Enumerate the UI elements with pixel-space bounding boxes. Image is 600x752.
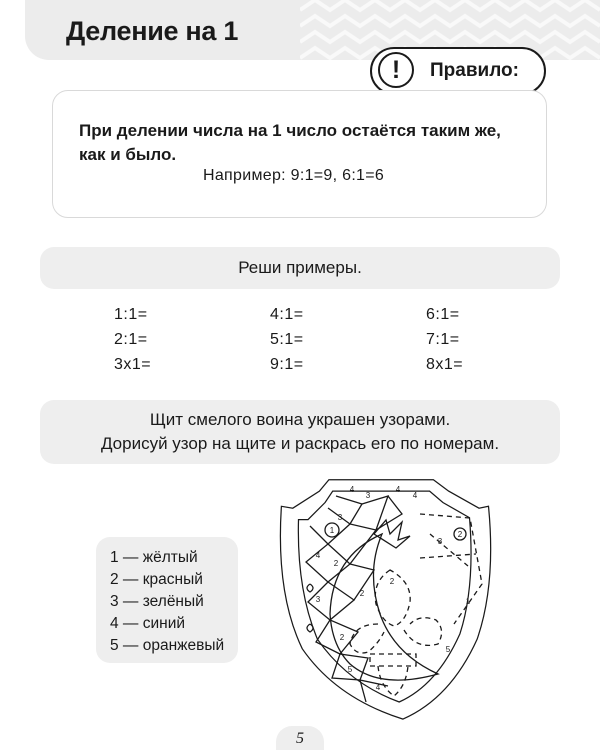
examples-column — [426, 306, 546, 381]
task1-instruction: Реши примеры. — [40, 247, 560, 289]
shield-coloring-picture — [270, 474, 520, 724]
shield-number: 2 — [389, 577, 395, 586]
legend-item: 2 — красный — [110, 571, 203, 588]
page-number: 5 — [276, 726, 324, 750]
shield-number: 4 — [349, 485, 355, 494]
shield-number: 4 — [412, 491, 418, 500]
example-item: 1:1= — [114, 306, 148, 323]
shield-number: 2 — [333, 559, 339, 568]
rule-example: Например: 9:1=9, 6:1=6 — [203, 167, 385, 184]
example-item: 9:1= — [270, 356, 304, 373]
shield-number: 3 — [437, 537, 443, 546]
legend-item: 3 — зелёный — [110, 593, 204, 610]
exclamation-icon: ! — [378, 52, 414, 88]
shield-number: 5 — [445, 645, 451, 654]
shield-number: 2 — [339, 633, 345, 642]
shield-number: 4 — [375, 683, 381, 692]
shield-number: 2 — [457, 530, 463, 539]
rule-label: Правило: — [430, 60, 519, 81]
example-item: 3x1= — [114, 356, 152, 373]
shield-number: 1 — [465, 597, 471, 606]
task2-instruction — [40, 400, 560, 464]
example-item: 8x1= — [426, 356, 464, 373]
shield-number: 2 — [359, 589, 365, 598]
example-item: 4:1= — [270, 306, 304, 323]
examples-grid — [0, 306, 600, 386]
examples-column — [114, 306, 234, 381]
task2-line1: Щит смелого воина украшен узорами. — [149, 410, 451, 429]
task2-line2: Дорисуй узор на щите и раскрась его по номерам. — [100, 434, 500, 453]
shield-number: 3 — [315, 595, 321, 604]
example-item: 7:1= — [426, 331, 460, 348]
shield-number: 1 — [329, 526, 335, 535]
rule-text: При делении числа на 1 число остаётся таким же, как и было. — [79, 121, 501, 164]
shield-number: 5 — [347, 665, 353, 674]
color-legend — [96, 537, 238, 663]
shield-number: 4 — [395, 485, 401, 494]
legend-item: 1 — жёлтый — [110, 549, 198, 566]
example-item: 2:1= — [114, 331, 148, 348]
example-item: 5:1= — [270, 331, 304, 348]
rule-badge — [370, 47, 546, 95]
example-item: 6:1= — [426, 306, 460, 323]
shield-number: 4 — [315, 551, 321, 560]
shield-number: 3 — [365, 491, 371, 500]
rule-box — [52, 90, 547, 218]
legend-item: 5 — оранжевый — [110, 637, 225, 654]
shield-number: 3 — [337, 513, 343, 522]
legend-item: 4 — синий — [110, 615, 186, 632]
examples-column — [270, 306, 390, 381]
page-title: Деление на 1 — [66, 16, 239, 46]
